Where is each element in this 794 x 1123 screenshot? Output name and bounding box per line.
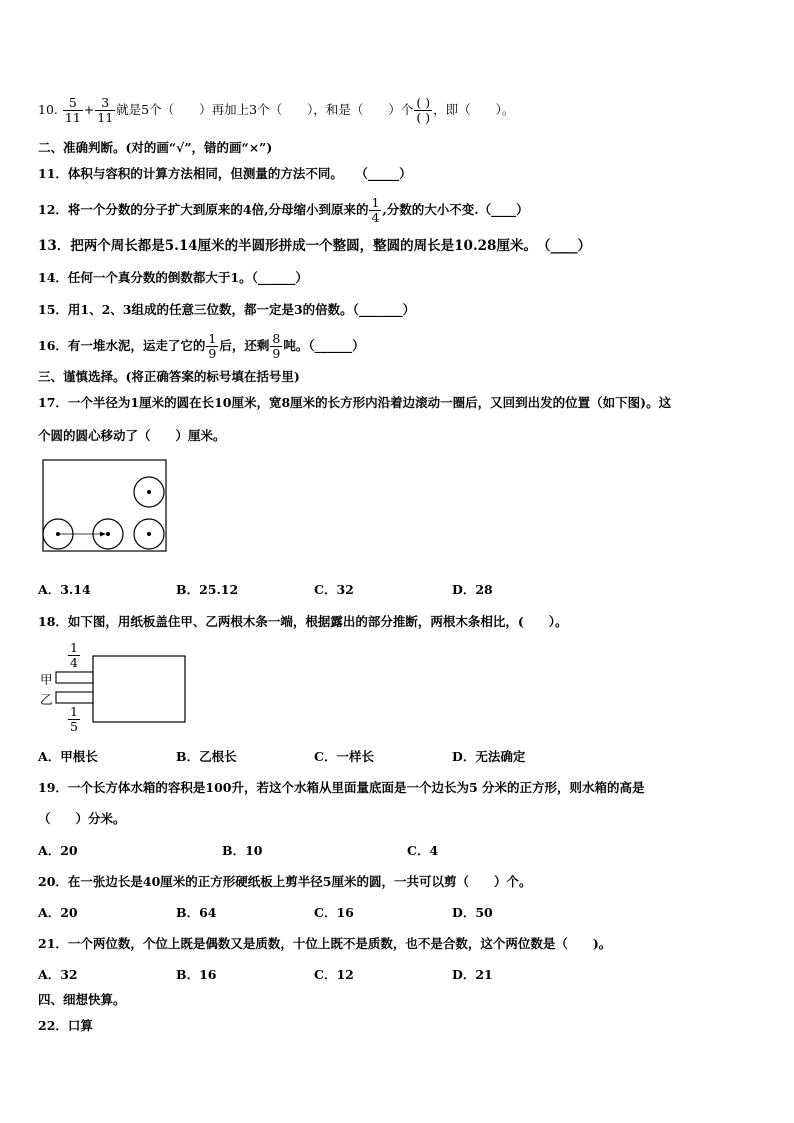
question-11: 11．体积与容积的计算方法相同，但测量的方法不同。 （_____） (38, 166, 412, 181)
strip-yi (56, 692, 93, 703)
q21-option-d[interactable]: D．21 (452, 967, 493, 982)
q21-option-a[interactable]: A．32 (38, 967, 78, 982)
label-yi: 乙 (40, 692, 53, 707)
question-21: 21．一个两位数，个位上既是偶数又是质数，十位上既不是质数，也不是合数，这个两位数是（ )。 (38, 936, 612, 951)
fraction-1-4: $\frac{1}{4}$ (371, 195, 380, 225)
question-19-line1: 19．一个长方体水箱的容积是100升，若这个水箱从里面量底面是一个边长为5 分米的正方形，则水箱的高是 (38, 780, 645, 795)
question-number: 10. (38, 102, 58, 117)
question-text-mid: 后，还剩 (219, 338, 270, 353)
section-2-heading: 二、准确判断。(对的画“√”，错的画“×”) (38, 140, 273, 155)
circle-center-dot (147, 490, 151, 494)
q18-option-a[interactable]: A．甲根长 (38, 749, 98, 764)
label-jia: 甲 (40, 672, 53, 687)
question-14: 14．任何一个真分数的倒数都大于1。（______） (38, 270, 308, 285)
q17-option-c[interactable]: C．32 (314, 582, 354, 597)
q21-option-c[interactable]: C．12 (314, 967, 354, 982)
q20-option-a[interactable]: A．20 (38, 905, 78, 920)
circle-center-dot (56, 532, 60, 536)
fraction-1-5-label: $\frac{1}{5}$ (70, 704, 78, 734)
question-text-end: 吨。（______） (283, 338, 365, 353)
q18-option-c[interactable]: C．一样长 (314, 749, 374, 764)
fraction-3-11: $\frac{3}{11}$ (97, 95, 114, 125)
question-13: 13．把两个周长都是5.14厘米的半圆形拼成一个整圆，整圆的周长是10.28厘米。 （____） (38, 238, 591, 254)
question-12 (38, 196, 529, 225)
circle-center-dot (106, 532, 110, 536)
cardboard (93, 656, 185, 722)
q20-option-d[interactable]: D．50 (452, 905, 493, 920)
fraction-blank: $\frac{( )}{( )}$ (416, 95, 431, 125)
section-4-heading: 四、细想快算。 (38, 992, 126, 1007)
strip-jia (56, 672, 93, 683)
q17-option-d[interactable]: D．28 (452, 582, 493, 597)
q19-option-b[interactable]: B．10 (222, 843, 263, 858)
question-19-line2: （ ）分米。 (38, 811, 126, 826)
q19-option-a[interactable]: A．20 (38, 843, 78, 858)
question-22: 22．口算 (38, 1018, 93, 1033)
q17-option-a[interactable]: A．3.14 (38, 582, 91, 597)
fraction-1-9: $\frac{1}{9}$ (208, 331, 217, 361)
question-15: 15．用1、2、3组成的任意三位数，都一定是3的倍数。（_______） (38, 302, 416, 317)
section-3-heading: 三、谨慎选择。(将正确答案的标号填在括号里) (38, 369, 300, 384)
question-text: 16．有一堆水泥，运走了它的 (38, 338, 206, 353)
question-text-end: ，即（ ）。 (433, 102, 515, 117)
q18-option-d[interactable]: D．无法确定 (452, 749, 526, 764)
q20-option-c[interactable]: C．16 (314, 905, 354, 920)
question-17-line1: 17．一个半径为1厘米的圆在长10厘米，宽8厘米的长方形内沿着边滚动一圈后，又回到出发的位置（如下图)。这 (38, 395, 672, 410)
wood-strips-diagram (36, 644, 196, 740)
question-18: 18．如下图，用纸板盖住甲、乙两根木条一端，根据露出的部分推断，两根木条相比，( ）。 (38, 614, 568, 629)
question-16 (38, 332, 365, 361)
q17-option-b[interactable]: B．25.12 (176, 582, 239, 597)
q20-option-b[interactable]: B．64 (176, 905, 217, 920)
question-10 (38, 96, 514, 125)
question-text-end: ,分数的大小不变.（____） (382, 202, 529, 217)
question-20: 20．在一张边长是40厘米的正方形硬纸板上剪半径5厘米的圆，一共可以剪（ ）个。 (38, 874, 532, 889)
q18-option-b[interactable]: B．乙根长 (176, 749, 237, 764)
q21-option-b[interactable]: B．16 (176, 967, 217, 982)
q19-option-c[interactable]: C．4 (407, 843, 439, 858)
fraction-8-9: $\frac{8}{9}$ (272, 331, 281, 361)
rectangle-frame (43, 460, 166, 551)
circle-center-dot (147, 532, 151, 536)
fraction-1-4-label: $\frac{1}{4}$ (70, 640, 78, 670)
rectangle-circles-diagram (40, 458, 170, 554)
plus-sign: + (83, 102, 95, 117)
question-17-line2: 个圆的圆心移动了（ ）厘米。 (38, 428, 226, 443)
question-text: 12．将一个分数的分子扩大到原来的4倍,分母缩小到原来的 (38, 202, 369, 217)
fraction-5-11: $\frac{5}{11}$ (64, 95, 81, 125)
arrow-head (100, 532, 106, 537)
question-text: 就是5个（ ）再加上3个（ ），和是（ ）个 (116, 102, 414, 117)
